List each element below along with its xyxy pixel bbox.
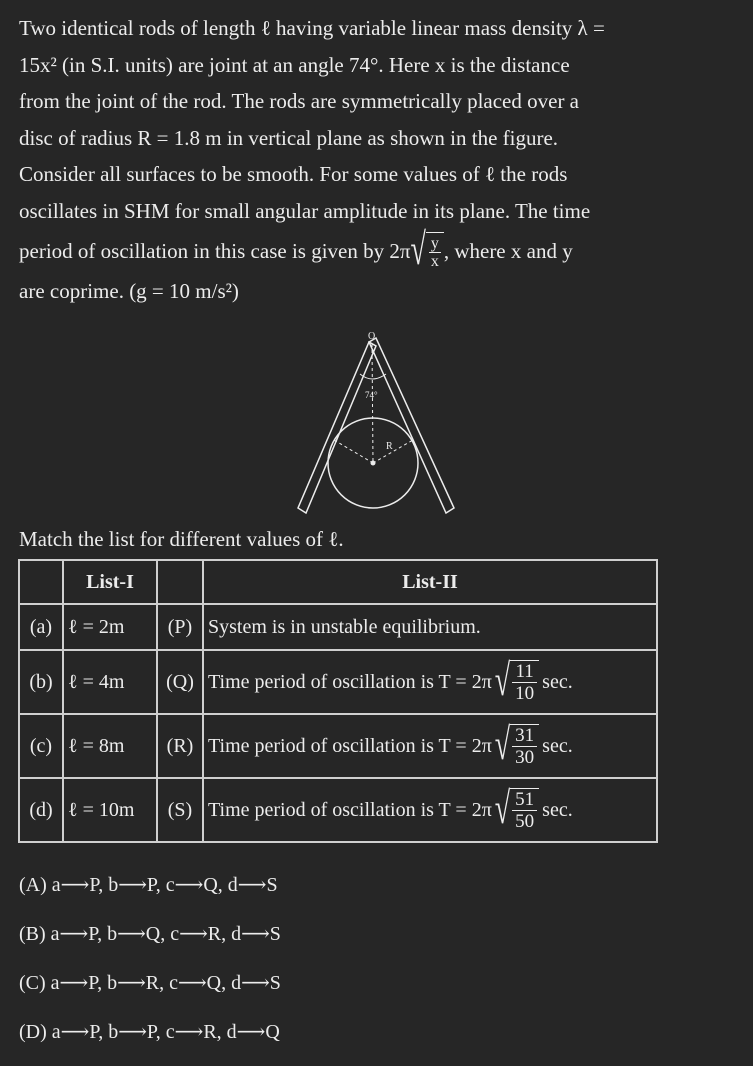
problem-line: 15x² (in S.I. units) are joint at an angle 74°. Here x is the distance xyxy=(19,52,570,77)
table-row: (d) ℓ = 10m (S) Time period of oscillation is T = 2π √ $\frac{51}{50}$ sec. xyxy=(19,778,657,842)
problem-statement xyxy=(19,10,735,310)
list2-header: List-II xyxy=(203,560,657,604)
problem-line: Consider all surfaces to be smooth. For some values of ℓ the rods xyxy=(19,162,568,186)
sqrt-expression xyxy=(410,225,443,275)
fraction-numerator: y xyxy=(430,235,439,253)
table-row: (b) ℓ = 4m (Q) Time period of oscillation is T = 2π √ $\frac{11}{10}$ sec. xyxy=(19,650,657,714)
angle-label: 74° xyxy=(365,390,378,400)
radius-right xyxy=(373,440,413,463)
problem-line: oscillates in SHM for small angular amplitude in its plane. The time xyxy=(19,198,591,223)
table-header-row xyxy=(19,560,657,604)
problem-line: are coprime. (g = 10 m/s²) xyxy=(19,279,239,303)
vertical-axis xyxy=(372,344,373,463)
radical-sign: √ xyxy=(410,225,426,275)
problem-line: from the joint of the rod. The rods are symmetrically placed over a xyxy=(19,89,580,113)
problem-line-formula xyxy=(19,225,735,275)
radius-left xyxy=(334,440,373,463)
radius-label: R xyxy=(386,441,393,452)
formula-suffix: , where x and y xyxy=(443,238,573,263)
option-c[interactable]: (C) a⟶P, b⟶R, c⟶Q, d⟶S xyxy=(19,972,281,994)
match-title: Match the list for different values of ℓ. xyxy=(19,527,344,551)
option-a[interactable]: (A) a⟶P, b⟶P, c⟶Q, d⟶S xyxy=(19,874,278,896)
list1-header: List-I xyxy=(63,560,157,604)
match-table xyxy=(18,559,658,843)
rods-on-disc-figure xyxy=(276,328,476,528)
point-label: O xyxy=(368,331,376,342)
option-b[interactable]: (B) a⟶P, b⟶Q, c⟶R, d⟶S xyxy=(19,923,281,945)
left-rod xyxy=(298,342,376,513)
problem-line: disc of radius R = 1.8 m in vertical plane as shown in the figure. xyxy=(19,125,559,150)
problem-line: Two identical rods of length ℓ having variable linear mass density λ = xyxy=(19,16,605,40)
answer-options xyxy=(19,870,281,1066)
table-row: (c) ℓ = 8m (R) Time period of oscillation is T = 2π √ $\frac{31}{30}$ sec. xyxy=(19,714,657,778)
fraction-denominator: x xyxy=(430,253,439,271)
fraction xyxy=(429,235,441,270)
table-row: (a) ℓ = 2m (P) System is in unstable equilibrium. xyxy=(19,604,657,650)
formula-prefix: period of oscillation in this case is given by 2π xyxy=(19,238,411,263)
option-d[interactable]: (D) a⟶P, b⟶P, c⟶R, d⟶Q xyxy=(19,1021,280,1043)
